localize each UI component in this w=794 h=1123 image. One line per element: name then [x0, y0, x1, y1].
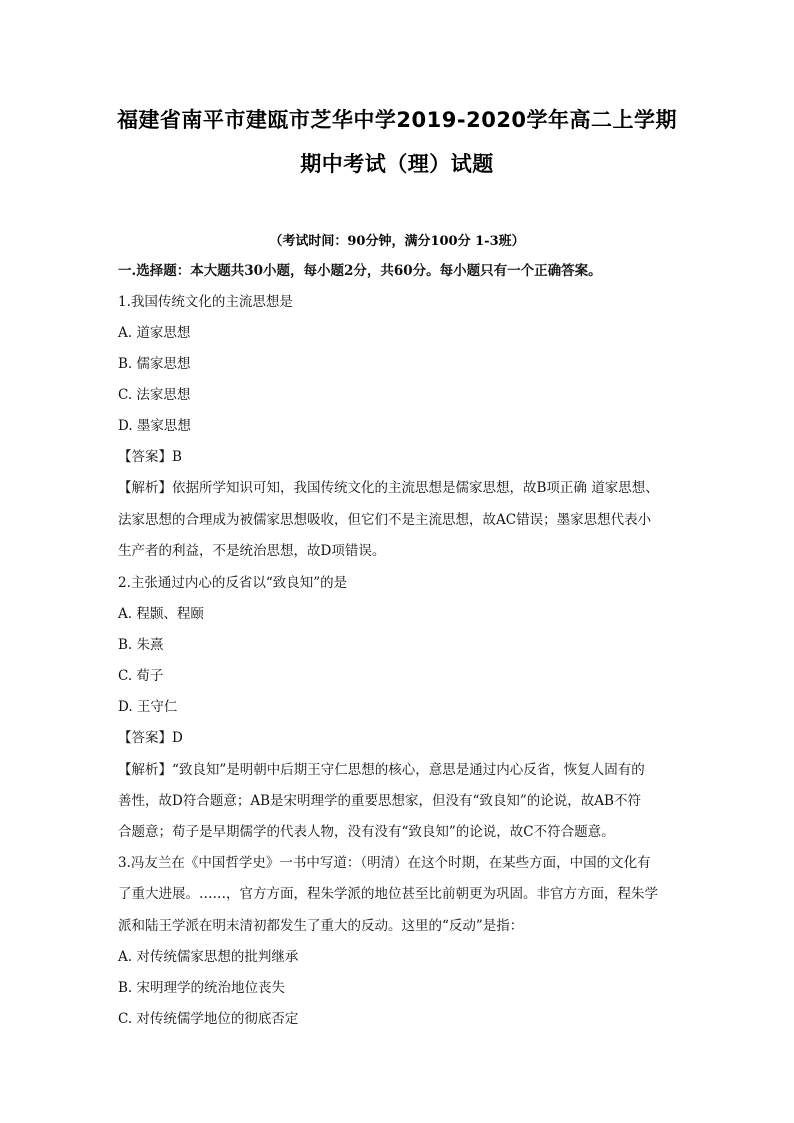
question-2-option-c: C. 荀子	[118, 668, 164, 684]
document-title-line2: 期中考试（理）试题	[300, 152, 494, 176]
question-1-analysis-line1: 【解析】依据所学知识可知，我国传统文化的主流思想是儒家思想，故B项正确 道家思想、	[118, 480, 659, 496]
question-1-analysis-line3: 生产者的利益，不是统治思想，故D项错误。	[118, 543, 386, 559]
question-1-option-a: A. 道家思想	[118, 325, 191, 341]
question-2-option-b: B. 朱熹	[118, 637, 164, 653]
question-2-answer: 【答案】D	[118, 730, 183, 746]
question-2-analysis-line3: 合题意；荀子是早期儒学的代表人物，没有没有“致良知”的论说，故C不符合题意。	[118, 824, 615, 840]
question-3-stem-line1: 3.冯友兰在《中国哲学史》一书中写道：（明清）在这个时期，在某些方面，中国的文化有	[118, 855, 651, 871]
section-heading: 一.选择题：本大题共30小题，每小题2分，共60分。每小题只有一个正确答案。	[118, 263, 602, 279]
document-title-line1: 福建省南平市建瓯市芝华中学2019-2020学年高二上学期	[116, 108, 678, 132]
question-3-option-c: C. 对传统儒学地位的彻底否定	[118, 1011, 299, 1027]
question-1-analysis-line2: 法家思想的合理成为被儒家思想吸收，但它们不是主流思想，故AC错误；墨家思想代表小	[118, 512, 652, 528]
question-2-analysis-line2: 善性，故D符合题意；AB是宋明理学的重要思想家，但没有“致良知”的论说，故AB不符	[118, 793, 641, 809]
question-1-stem: 1.我国传统文化的主流思想是	[118, 294, 293, 310]
question-2-option-d: D. 王守仁	[118, 699, 178, 715]
question-3-stem-line2: 了重大进展。……，官方方面，程朱学派的地位甚至比前朝更为巩固。非官方方面，程朱学	[118, 886, 658, 902]
question-1-option-b: B. 儒家思想	[118, 356, 191, 372]
question-3-stem-line3: 派和陆王学派在明末清初都发生了重大的反动。这里的“反动”是指：	[118, 918, 524, 934]
question-3-option-a: A. 对传统儒家思想的批判继承	[118, 949, 299, 965]
question-2-stem: 2.主张通过内心的反省以“致良知”的是	[118, 575, 348, 591]
question-2-analysis-line1: 【解析】“致良知”是明朝中后期王守仁思想的核心，意思是通过内心反省，恢复人固有的	[118, 762, 645, 778]
question-1-option-c: C. 法家思想	[118, 387, 191, 403]
question-1-answer: 【答案】B	[118, 449, 182, 465]
exam-info: （考试时间：90分钟，满分100分 1-3班）	[269, 234, 525, 249]
question-1-option-d: D. 墨家思想	[118, 418, 191, 434]
question-3-option-b: B. 宋明理学的统治地位丧失	[118, 980, 286, 996]
question-2-option-a: A. 程颢、程颐	[118, 606, 204, 622]
